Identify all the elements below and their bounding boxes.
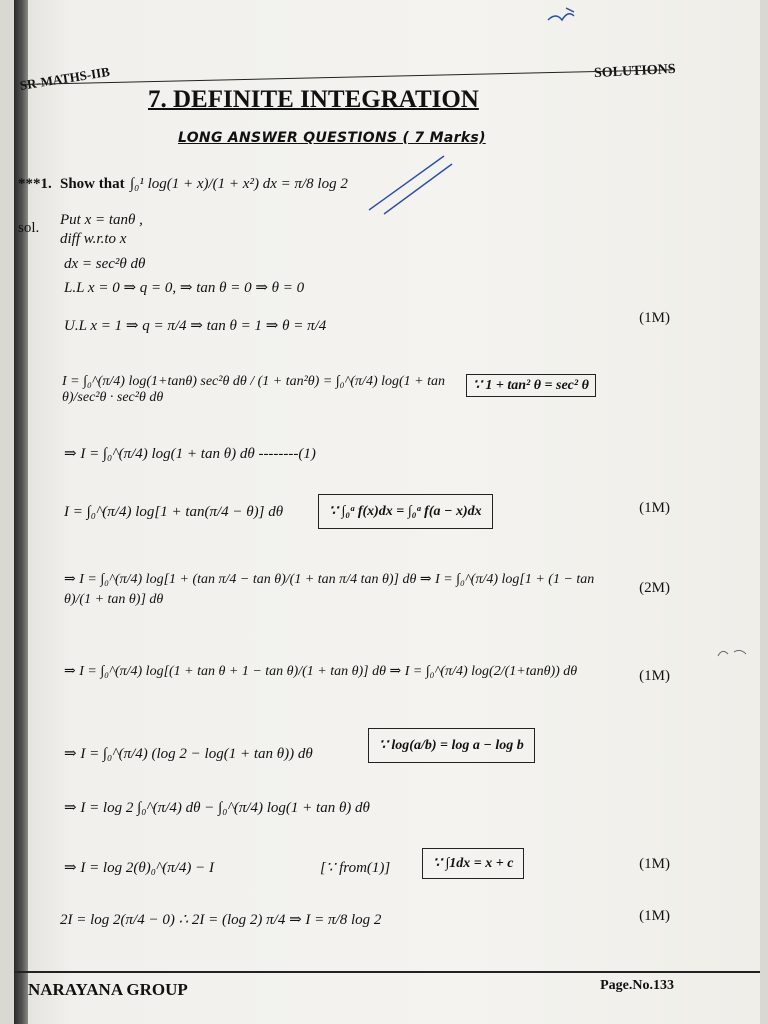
chapter-title: 7. DEFINITE INTEGRATION (148, 86, 479, 113)
step-lower-limit: L.L x = 0 ⇒ q = 0, ⇒ tan θ = 0 ⇒ θ = 0 (64, 280, 305, 296)
mark-step-tan-difference: (2M) (639, 580, 670, 596)
mark-step-evaluate: (1M) (639, 856, 670, 872)
from-one-reference: [∵ from(1)] (320, 860, 391, 876)
log-rule-box: ∵ log(a/b) = log a − log b (368, 728, 535, 763)
pencil-mark (716, 644, 756, 664)
mark-step-final: (1M) (639, 908, 670, 924)
footer-rule (14, 971, 760, 973)
step-differentiate: diff w.r.to x (60, 231, 127, 247)
publisher-brand: NARAYANA GROUP (28, 980, 188, 999)
document-page (14, 0, 760, 1024)
solution-label: sol. (18, 220, 40, 236)
section-label: SOLUTIONS (593, 61, 677, 82)
mark-step-upper-limit: (1M) (639, 310, 670, 326)
step-tan-difference: ⇒ I = ∫₀^(π/4) log[1 + (tan π/4 − tan θ)/(1 + tan π/4 tan θ)] dθ ⇒ I = ∫₀^(π/4) log[1 + (1 − tan θ)/(1 + tan θ)] dθ (64, 572, 595, 607)
step-transform-integral: I = ∫₀^(π/4) log(1+tanθ) sec²θ dθ / (1 + tan²θ) = ∫₀^(π/4) log(1 + tan θ)/sec²θ · sec²θ dθ (62, 374, 445, 405)
step-substitution: Put x = tanθ , (60, 212, 143, 228)
header-rule (22, 69, 672, 85)
step-equation-one: ⇒ I = ∫₀^(π/4) log(1 + tan θ) dθ --------(1) (64, 446, 316, 462)
question-number: ***1. (18, 176, 52, 192)
step-evaluate: ⇒ I = log 2(θ)₀^(π/4) − I (64, 860, 215, 876)
pen-slash-marks (364, 148, 454, 218)
section-subtitle: LONG ANSWER QUESTIONS ( 7 Marks) (178, 130, 486, 146)
integral-rule-box: ∵ ∫1dx = x + c (422, 848, 524, 879)
binding-spine (14, 0, 28, 1024)
pen-doodle (544, 2, 584, 28)
step-final-result: 2I = log 2(π/4 − 0) ∴ 2I = (log 2) π/4 ⇒ I = π/8 log 2 (60, 912, 382, 928)
step-log-split: ⇒ I = ∫₀^(π/4) (log 2 − log(1 + tan θ)) dθ (64, 746, 313, 762)
step-simplify: ⇒ I = ∫₀^(π/4) log[(1 + tan θ + 1 − tan θ)/(1 + tan θ)] dθ ⇒ I = ∫₀^(π/4) log(2/(1+tanθ)) dθ (64, 664, 578, 679)
mark-step-simplify: (1M) (639, 668, 670, 684)
mark-step-property: (1M) (639, 500, 670, 516)
page-number: Page.No.133 (600, 978, 674, 993)
step-separate-integrals: ⇒ I = log 2 ∫₀^(π/4) dθ − ∫₀^(π/4) log(1 + tan θ) dθ (64, 800, 370, 816)
step-upper-limit: U.L x = 1 ⇒ q = π/4 ⇒ tan θ = 1 ⇒ θ = π/4 (64, 318, 327, 334)
subject-label: SR-MATHS-IIB (18, 63, 111, 93)
property-box: ∵ ∫₀ᵃ f(x)dx = ∫₀ᵃ f(a − x)dx (318, 494, 493, 529)
identity-box: ∵ 1 + tan² θ = sec² θ (466, 374, 596, 397)
question-prompt: Show that (60, 176, 125, 192)
step-dx: dx = sec²θ dθ (64, 256, 146, 272)
step-property-applied: I = ∫₀^(π/4) log[1 + tan(π/4 − θ)] dθ (64, 504, 284, 520)
question-statement: ∫₀¹ log(1 + x)/(1 + x²) dx = π/8 log 2 (130, 176, 348, 192)
